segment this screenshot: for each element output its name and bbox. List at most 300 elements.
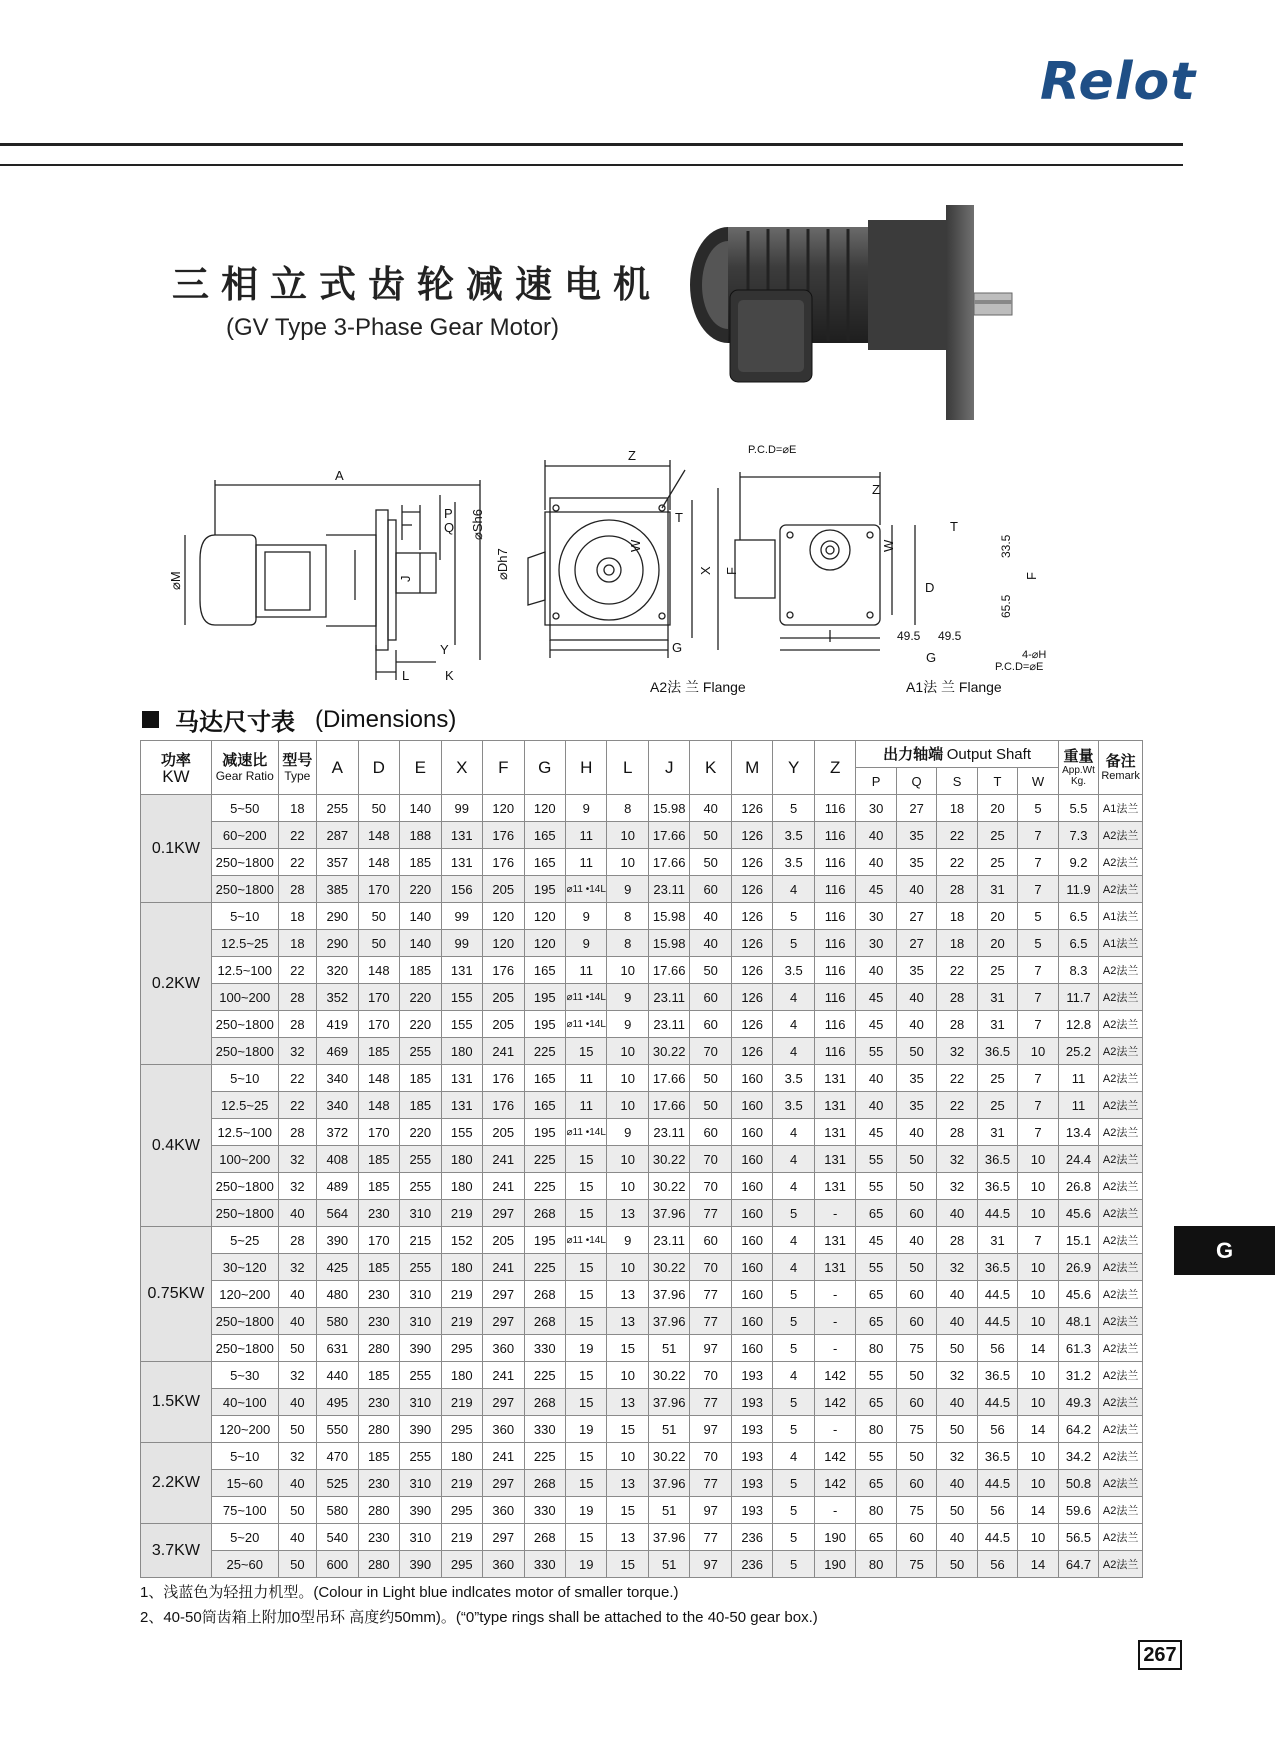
table-cell: 142 <box>814 1443 855 1470</box>
dim-label-sh6: ⌀Sh6 <box>470 509 485 540</box>
table-cell: 77 <box>690 1470 731 1497</box>
table-cell: 352 <box>317 984 358 1011</box>
table-cell: 7 <box>1018 957 1059 984</box>
table-cell: A2法兰 <box>1099 1065 1143 1092</box>
table-cell: 193 <box>731 1470 772 1497</box>
section-heading <box>142 702 456 737</box>
table-cell: 36.5 <box>977 1173 1017 1200</box>
table-cell: 7.3 <box>1058 822 1098 849</box>
table-cell: 225 <box>524 1146 565 1173</box>
table-cell: A2法兰 <box>1099 1227 1143 1254</box>
table-cell: 10 <box>1018 1200 1059 1227</box>
table-cell: 5~20 <box>211 1524 278 1551</box>
table-cell: 14 <box>1018 1416 1059 1443</box>
table-cell: 18 <box>278 930 316 957</box>
table-cell: 280 <box>358 1335 399 1362</box>
table-cell: 255 <box>400 1443 441 1470</box>
table-cell: 77 <box>690 1281 731 1308</box>
dim-label-l: L <box>402 668 410 683</box>
table-cell: 70 <box>690 1443 731 1470</box>
table-cell: 6.5 <box>1058 930 1098 957</box>
table-cell: 160 <box>731 1173 772 1200</box>
table-row <box>141 1092 1143 1119</box>
a2-label-f: F <box>724 567 739 575</box>
table-cell: 40 <box>937 1281 977 1308</box>
table-cell: 50 <box>278 1416 316 1443</box>
table-cell: - <box>814 1497 855 1524</box>
table-cell: 131 <box>814 1173 855 1200</box>
table-cell: ⌀11 •14L <box>565 1119 606 1146</box>
table-cell: 51 <box>648 1416 689 1443</box>
table-cell: 20 <box>977 795 1017 822</box>
table-cell: 55 <box>856 1038 896 1065</box>
table-cell: 32 <box>278 1362 316 1389</box>
page-number: 267 <box>1138 1640 1182 1670</box>
table-cell: 185 <box>400 1065 441 1092</box>
table-row <box>141 1146 1143 1173</box>
footnote-1: 1、浅蓝色为轻扭力机型。(Colour in Light blue indlcates motor of smaller torque.) <box>140 1584 679 1601</box>
table-cell: 205 <box>483 1011 524 1038</box>
table-cell: 5~10 <box>211 1065 278 1092</box>
table-cell: 180 <box>441 1038 482 1065</box>
table-cell: 126 <box>731 930 772 957</box>
table-cell: 97 <box>690 1335 731 1362</box>
table-row <box>141 1443 1143 1470</box>
table-cell: 116 <box>814 984 855 1011</box>
table-cell: 241 <box>483 1038 524 1065</box>
table-cell: 40 <box>896 1011 936 1038</box>
table-cell: 116 <box>814 876 855 903</box>
table-cell: 18 <box>278 903 316 930</box>
table-cell: A2法兰 <box>1099 1551 1143 1578</box>
table-cell: 160 <box>731 1200 772 1227</box>
a2-label-t: T <box>675 510 683 525</box>
table-cell: 12.8 <box>1058 1011 1098 1038</box>
table-cell: 11 <box>565 1065 606 1092</box>
table-cell: 170 <box>358 984 399 1011</box>
table-cell: 15 <box>565 1389 606 1416</box>
a1-flange-caption: A1法 兰 Flange <box>906 679 1002 695</box>
dim-label-k: K <box>445 668 454 683</box>
table-cell: 225 <box>524 1362 565 1389</box>
table-cell: 148 <box>358 1092 399 1119</box>
table-row <box>141 1065 1143 1092</box>
table-cell: 170 <box>358 1011 399 1038</box>
table-cell: 30.22 <box>648 1146 689 1173</box>
header-col: H <box>565 741 606 795</box>
table-cell: 126 <box>731 984 772 1011</box>
table-cell: 22 <box>278 1092 316 1119</box>
table-cell: 9 <box>607 984 648 1011</box>
table-cell: 360 <box>483 1416 524 1443</box>
table-cell: 241 <box>483 1443 524 1470</box>
table-cell: 5 <box>1018 903 1059 930</box>
table-cell: 40 <box>856 1065 896 1092</box>
table-cell: 5 <box>773 1335 814 1362</box>
table-cell: 156 <box>441 876 482 903</box>
section-bullet-icon <box>142 711 159 728</box>
table-cell: 3.5 <box>773 849 814 876</box>
table-cell: 250~1800 <box>211 849 278 876</box>
table-cell: 297 <box>483 1470 524 1497</box>
table-cell: 290 <box>317 930 358 957</box>
a1-label-h: 4-⌀H <box>1022 649 1047 661</box>
table-cell: 225 <box>524 1254 565 1281</box>
table-cell: 7 <box>1018 822 1059 849</box>
table-cell: 126 <box>731 903 772 930</box>
table-cell: 75 <box>896 1497 936 1524</box>
section-heading-en: (Dimensions) <box>315 705 457 733</box>
table-cell: 8 <box>607 795 648 822</box>
table-cell: 50 <box>690 957 731 984</box>
table-cell: 48.1 <box>1058 1308 1098 1335</box>
dimensions-table <box>140 740 1143 1578</box>
table-cell: 70 <box>690 1362 731 1389</box>
table-cell: 295 <box>441 1416 482 1443</box>
table-cell: 50 <box>937 1335 977 1362</box>
table-cell: 22 <box>937 1065 977 1092</box>
table-cell: 32 <box>937 1362 977 1389</box>
table-cell: A2法兰 <box>1099 1038 1143 1065</box>
table-cell: 5.5 <box>1058 795 1098 822</box>
table-cell: 8 <box>607 903 648 930</box>
table-cell: 230 <box>358 1200 399 1227</box>
table-cell: 50 <box>690 1065 731 1092</box>
table-row <box>141 1308 1143 1335</box>
table-cell: 180 <box>441 1254 482 1281</box>
table-cell: 131 <box>814 1146 855 1173</box>
table-cell: 31 <box>977 984 1017 1011</box>
table-cell: 250~1800 <box>211 876 278 903</box>
table-cell: 220 <box>400 984 441 1011</box>
table-cell: 50 <box>896 1173 936 1200</box>
table-cell: 20 <box>977 903 1017 930</box>
table-cell: 525 <box>317 1470 358 1497</box>
table-cell: 5~30 <box>211 1362 278 1389</box>
table-cell: 80 <box>856 1335 896 1362</box>
table-cell: 9 <box>607 1227 648 1254</box>
header-col: X <box>441 741 482 795</box>
table-cell: 580 <box>317 1497 358 1524</box>
table-cell: 9 <box>565 903 606 930</box>
table-cell: 255 <box>400 1038 441 1065</box>
table-cell: 55 <box>856 1254 896 1281</box>
dimension-drawings <box>150 440 1080 700</box>
table-cell: A2法兰 <box>1099 1173 1143 1200</box>
a1-label-g: G <box>926 650 937 665</box>
table-cell: 220 <box>400 1119 441 1146</box>
table-cell: 65 <box>856 1524 896 1551</box>
table-cell: 9 <box>607 1119 648 1146</box>
table-cell: 25 <box>977 1092 1017 1119</box>
table-cell: 219 <box>441 1308 482 1335</box>
header-col: G <box>524 741 565 795</box>
table-cell: 15.1 <box>1058 1227 1098 1254</box>
table-cell: 241 <box>483 1173 524 1200</box>
table-cell: 36.5 <box>977 1254 1017 1281</box>
table-cell: 193 <box>731 1416 772 1443</box>
table-cell: 193 <box>731 1497 772 1524</box>
table-cell: 185 <box>358 1362 399 1389</box>
header-rule-top <box>0 143 1183 146</box>
table-cell: 10 <box>607 1038 648 1065</box>
table-cell: 37.96 <box>648 1389 689 1416</box>
table-cell: 36.5 <box>977 1443 1017 1470</box>
table-cell: 142 <box>814 1362 855 1389</box>
table-cell: 170 <box>358 1227 399 1254</box>
table-cell: 241 <box>483 1362 524 1389</box>
table-cell: 51 <box>648 1335 689 1362</box>
table-row <box>141 930 1143 957</box>
table-cell: 7 <box>1018 1092 1059 1119</box>
footnote-2: 2、40-50筒齿箱上附加0型吊环 高度约50mm)。(“0”type rings shall be attached to the 40-50 gear box.) <box>140 1609 818 1626</box>
table-cell: 11.7 <box>1058 984 1098 1011</box>
table-cell: 56 <box>977 1335 1017 1362</box>
table-cell: 165 <box>524 957 565 984</box>
table-cell: 10 <box>1018 1146 1059 1173</box>
table-cell: 80 <box>856 1497 896 1524</box>
table-cell: 22 <box>278 1065 316 1092</box>
table-cell: 140 <box>400 795 441 822</box>
table-cell: 9 <box>607 876 648 903</box>
table-cell: 50 <box>358 930 399 957</box>
table-cell: 185 <box>358 1146 399 1173</box>
table-cell: 390 <box>400 1335 441 1362</box>
table-cell: 195 <box>524 984 565 1011</box>
table-row <box>141 795 1143 822</box>
table-cell: 7 <box>1018 1119 1059 1146</box>
table-cell: 19 <box>565 1551 606 1578</box>
table-cell: 236 <box>731 1551 772 1578</box>
header-col: A <box>317 741 358 795</box>
table-cell: 255 <box>317 795 358 822</box>
header-col: L <box>607 741 648 795</box>
table-cell: 50 <box>937 1497 977 1524</box>
table-cell: 170 <box>358 876 399 903</box>
table-cell: 215 <box>400 1227 441 1254</box>
table-cell: 120 <box>524 795 565 822</box>
table-cell: 310 <box>400 1524 441 1551</box>
table-cell: 19 <box>565 1497 606 1524</box>
table-cell: 11.9 <box>1058 876 1098 903</box>
table-cell: 126 <box>731 795 772 822</box>
header-gear-ratio: 减速比 Gear Ratio <box>211 741 278 795</box>
table-cell: 45 <box>856 876 896 903</box>
table-cell: 40 <box>937 1389 977 1416</box>
table-cell: 205 <box>483 984 524 1011</box>
dim-label-j: J <box>398 575 413 582</box>
table-cell: 15.98 <box>648 903 689 930</box>
table-cell: 45.6 <box>1058 1200 1098 1227</box>
table-cell: 195 <box>524 1227 565 1254</box>
table-cell: 440 <box>317 1362 358 1389</box>
table-cell: 340 <box>317 1092 358 1119</box>
dim-label-m: ⌀M <box>168 571 183 590</box>
table-cell: 28 <box>278 1227 316 1254</box>
table-cell: 225 <box>524 1038 565 1065</box>
table-cell: 15.98 <box>648 930 689 957</box>
table-cell: 22 <box>278 957 316 984</box>
header-type: 型号 Type <box>278 741 316 795</box>
table-cell: - <box>814 1335 855 1362</box>
table-cell: A2法兰 <box>1099 1092 1143 1119</box>
table-cell: 15~60 <box>211 1470 278 1497</box>
table-cell: 15 <box>565 1146 606 1173</box>
table-cell: 5 <box>773 1308 814 1335</box>
table-cell: 9 <box>607 1011 648 1038</box>
table-cell: 35 <box>896 1092 936 1119</box>
table-cell: 268 <box>524 1281 565 1308</box>
table-cell: 11 <box>1058 1065 1098 1092</box>
table-cell: 15 <box>607 1497 648 1524</box>
table-cell: 37.96 <box>648 1470 689 1497</box>
table-cell: 70 <box>690 1146 731 1173</box>
table-cell: 50 <box>278 1551 316 1578</box>
table-cell: 540 <box>317 1524 358 1551</box>
table-cell: 97 <box>690 1551 731 1578</box>
header-col: F <box>483 741 524 795</box>
header-shaft-col: P <box>856 768 896 795</box>
table-cell: 131 <box>441 822 482 849</box>
table-cell: 40 <box>937 1470 977 1497</box>
page-title-cn: 三相立式齿轮减速电机 <box>172 263 662 306</box>
table-cell: 50 <box>690 1092 731 1119</box>
table-cell: 4 <box>773 1443 814 1470</box>
table-cell: 10 <box>607 1146 648 1173</box>
table-cell: ⌀11 •14L <box>565 1227 606 1254</box>
table-cell: 185 <box>358 1173 399 1200</box>
table-cell: 131 <box>814 1227 855 1254</box>
table-cell: 4 <box>773 876 814 903</box>
table-cell: 5 <box>773 1281 814 1308</box>
table-cell: A1法兰 <box>1099 903 1143 930</box>
table-cell: 19 <box>565 1335 606 1362</box>
table-cell: 40 <box>896 984 936 1011</box>
table-cell: 27 <box>896 795 936 822</box>
table-cell: 64.2 <box>1058 1416 1098 1443</box>
table-cell: 37.96 <box>648 1281 689 1308</box>
table-cell: 10 <box>607 1092 648 1119</box>
table-row <box>141 1281 1143 1308</box>
table-cell: 40 <box>690 903 731 930</box>
table-cell: 10 <box>1018 1362 1059 1389</box>
table-cell: 44.5 <box>977 1281 1017 1308</box>
table-cell: 140 <box>400 930 441 957</box>
table-cell: 10 <box>607 1362 648 1389</box>
table-cell: 5 <box>773 1551 814 1578</box>
table-cell: 50 <box>690 822 731 849</box>
table-cell: 23.11 <box>648 1227 689 1254</box>
table-cell: 297 <box>483 1389 524 1416</box>
table-cell: A2法兰 <box>1099 849 1143 876</box>
table-cell: 116 <box>814 1011 855 1038</box>
table-cell: 60 <box>690 1119 731 1146</box>
table-cell: 100~200 <box>211 984 278 1011</box>
table-cell: - <box>814 1308 855 1335</box>
table-cell: 148 <box>358 957 399 984</box>
table-cell: 188 <box>400 822 441 849</box>
table-cell: 32 <box>278 1038 316 1065</box>
table-cell: 65 <box>856 1200 896 1227</box>
table-cell: 268 <box>524 1524 565 1551</box>
table-cell: 160 <box>731 1281 772 1308</box>
table-cell: 10 <box>607 1254 648 1281</box>
table-cell: A2法兰 <box>1099 1497 1143 1524</box>
table-cell: 160 <box>731 1335 772 1362</box>
table-row <box>141 1227 1143 1254</box>
motor-photo <box>688 205 1028 425</box>
table-cell: 142 <box>814 1470 855 1497</box>
table-cell: 50 <box>896 1362 936 1389</box>
table-cell: 55 <box>856 1362 896 1389</box>
table-cell: A2法兰 <box>1099 1524 1143 1551</box>
table-cell: ⌀11 •14L <box>565 1011 606 1038</box>
table-row <box>141 1389 1143 1416</box>
table-cell: 40 <box>278 1389 316 1416</box>
table-cell: 44.5 <box>977 1470 1017 1497</box>
table-row <box>141 1470 1143 1497</box>
table-cell: 77 <box>690 1200 731 1227</box>
table-cell: 60 <box>690 1227 731 1254</box>
table-cell: 8 <box>607 930 648 957</box>
table-cell: 160 <box>731 1092 772 1119</box>
table-cell: 250~1800 <box>211 1335 278 1362</box>
table-cell: 295 <box>441 1335 482 1362</box>
table-row <box>141 876 1143 903</box>
table-cell: 126 <box>731 957 772 984</box>
table-cell: 55 <box>856 1146 896 1173</box>
table-cell: ⌀11 •14L <box>565 984 606 1011</box>
a2-label-g: G <box>672 640 683 655</box>
a1-label-49-5-right: 49.5 <box>938 629 962 643</box>
table-cell: 268 <box>524 1389 565 1416</box>
table-cell: 280 <box>358 1416 399 1443</box>
table-cell: A2法兰 <box>1099 1011 1143 1038</box>
header-col: M <box>731 741 772 795</box>
section-tab-g: G <box>1174 1226 1275 1275</box>
table-cell: 190 <box>814 1551 855 1578</box>
table-cell: 4 <box>773 984 814 1011</box>
a2-label-pcd: P.C.D=⌀E <box>748 444 797 456</box>
table-cell: 131 <box>814 1092 855 1119</box>
table-cell: 280 <box>358 1497 399 1524</box>
table-cell: 631 <box>317 1335 358 1362</box>
table-cell: 11 <box>565 822 606 849</box>
table-cell: 176 <box>483 957 524 984</box>
header-col: J <box>648 741 689 795</box>
table-cell: A2法兰 <box>1099 1146 1143 1173</box>
table-cell: 120 <box>524 903 565 930</box>
table-cell: 15 <box>565 1308 606 1335</box>
table-cell: 148 <box>358 1065 399 1092</box>
table-cell: 35 <box>896 822 936 849</box>
table-cell: 13 <box>607 1308 648 1335</box>
dim-label-y: Y <box>440 642 449 657</box>
table-cell: 25 <box>977 849 1017 876</box>
table-cell: 64.7 <box>1058 1551 1098 1578</box>
footnotes <box>140 1580 818 1630</box>
table-cell: 56 <box>977 1416 1017 1443</box>
table-cell: 180 <box>441 1443 482 1470</box>
table-cell: 28 <box>937 984 977 1011</box>
table-cell: 32 <box>278 1254 316 1281</box>
table-cell: 28 <box>937 1011 977 1038</box>
table-cell: 176 <box>483 1092 524 1119</box>
table-cell: 116 <box>814 930 855 957</box>
power-cell: 1.5KW <box>141 1362 212 1443</box>
table-cell: A2法兰 <box>1099 1443 1143 1470</box>
table-cell: 65 <box>856 1389 896 1416</box>
